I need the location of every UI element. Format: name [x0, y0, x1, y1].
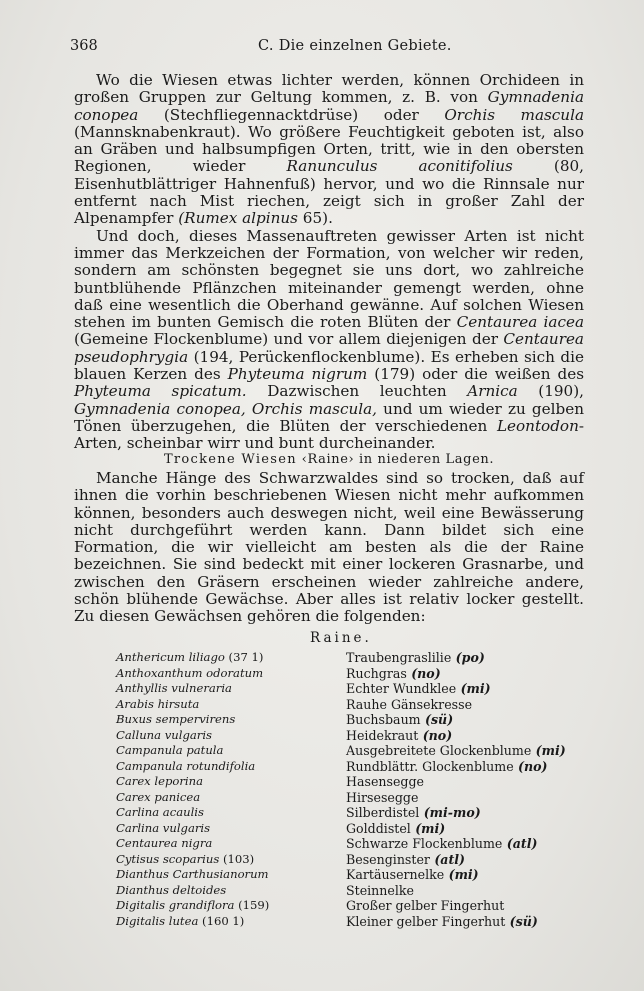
body-text-2 — [74, 470, 584, 626]
distribution-note: (no) — [513, 758, 548, 774]
german-name: Traubengraslilie — [346, 650, 452, 665]
subheading-trockene-wiesen — [74, 452, 584, 467]
text-run: (190), — [517, 382, 584, 401]
distribution-note: (mi) — [456, 681, 491, 696]
text-run: Und doch, dieses Massenauftreten gewisser Arten ist nicht immer das Merkzeichen der Formation, von welcher wir reden, sondern am schönsten begegnet sie uns dort, wo zahlreiche buntblühende Pflänzchen miteinander gemengt werden, ohne daß eine wesentlich die Oberhand gewänne. Auf solchen Wiesen stehen im bunten Gemisch die roten Blüten der — [74, 226, 584, 332]
german-name: Rundblättr. Glockenblume — [346, 758, 514, 774]
latin-name: Carlina vulgaris — [116, 820, 211, 835]
distribution-note: (no) — [406, 665, 441, 681]
species-name: Phyteuma spicatum. — [74, 382, 247, 401]
german-row — [346, 898, 596, 914]
latin-row — [116, 805, 336, 821]
german-name: Silberdistel — [346, 805, 420, 820]
german-row — [346, 836, 596, 852]
german-name: Buchsbaum — [346, 712, 421, 727]
latin-name: Cytisus scoparius — [116, 851, 220, 866]
latin-row — [116, 681, 336, 697]
text-run: Wo die Wiesen etwas lichter werden, können Orchideen in großen Gruppen zur Geltung kommen, z. B. von — [74, 71, 584, 107]
german-row — [346, 712, 596, 728]
figure-number: (160 1) — [198, 913, 245, 928]
running-head — [70, 38, 590, 58]
german-name: Kleiner gelber Fingerhut — [346, 913, 506, 929]
latin-row — [116, 650, 336, 666]
latin-name: Centaurea nigra — [116, 836, 213, 850]
latin-row — [116, 914, 336, 930]
latin-name: Campanula patula — [116, 743, 224, 757]
distribution-note: (mi-mo) — [419, 805, 481, 820]
text-run: (Stechfliegennacktdrüse) oder — [138, 105, 445, 124]
text-run: 65). — [297, 209, 333, 228]
latin-name: Buxus sempervirens — [116, 712, 236, 726]
german-row — [346, 774, 596, 790]
paragraph-3: Manche Hänge des Schwarzwaldes sind so trocken, daß auf ihnen die vorhin beschriebenen Wiesen nicht mehr aufkommen können, besonders auch deswegen nicht, weil eine Bewässerung nicht durchgeführt werden kann. Dann bildet sich eine Formation, die wir vielleicht am besten als die der Raine bezeichnen. Sie sind bedeckt mit einer lockeren Grasnarbe, und zwischen den Gräsern erscheinen wieder zahlreiche andere, schön blühende Gewächse. Aber alles ist relativ locker gestellt. Zu diesen Gewächsen gehören die folgenden: — [74, 469, 584, 626]
species-name: Gymnadenia conopea, Orchis mascula, — [74, 399, 377, 418]
distribution-note: (po) — [451, 650, 485, 665]
german-name: Hirsesegge — [346, 789, 419, 805]
german-name: Kartäusernelke — [346, 867, 445, 882]
latin-row — [116, 759, 336, 775]
latin-row — [116, 883, 336, 899]
german-name: Ruchgras — [346, 665, 407, 681]
distribution-note: (mi) — [410, 820, 446, 836]
species-name: (Rumex alpinus — [178, 209, 298, 228]
latin-name: Anthoxanthum odoratum — [116, 665, 264, 680]
latin-name: Digitalis grandiflora — [116, 898, 235, 912]
figure-number: (103) — [219, 851, 255, 866]
text-run: (Mannsknabenkraut). Wo größere Feuchtigkeit geboten ist, also an Gräben und halbsumpfigen Orten, tritt, wie in den obersten Regionen, wieder — [74, 122, 584, 176]
german-name: Ausgebreitete Glockenblume — [346, 743, 532, 758]
latin-name: Dianthus deltoides — [116, 882, 227, 897]
latin-name: Arabis hirsuta — [116, 696, 200, 711]
latin-name: Dianthus Carthusianorum — [116, 867, 269, 881]
paragraph-1 — [74, 72, 584, 228]
latin-row — [116, 821, 336, 837]
german-name: Schwarze Flockenblume — [346, 836, 503, 851]
distribution-note: (sü) — [505, 913, 538, 929]
latin-row — [116, 867, 336, 883]
text-run: und um wieder zu gelben Tönen überzugehen, die Blüten der verschiedenen — [74, 399, 584, 435]
german-row — [346, 759, 596, 775]
german-row — [346, 728, 596, 744]
german-name: Golddistel — [346, 820, 411, 836]
text-run: Dazwischen leuchten — [246, 382, 468, 401]
latin-row — [116, 697, 336, 713]
latin-names-column — [116, 650, 336, 929]
text-run: (194, Perückenflockenblume). Es erheben sich die blauen Kerzen des — [74, 347, 584, 384]
german-row — [346, 681, 596, 697]
species-name: Centaurea iacea — [456, 313, 584, 332]
paragraph-2 — [74, 228, 584, 453]
distribution-note: (no) — [418, 727, 453, 743]
latin-name: Carex panicea — [116, 789, 201, 804]
table-heading: Raine. — [310, 630, 372, 646]
latin-name: Carlina acaulis — [116, 805, 204, 819]
figure-number: (159) — [234, 898, 270, 912]
text-run: (80, Eisenhutblättriger Hahnenfuß) hervor, und wo die Rinnsale nur entfernt nach Mist riechen, zeigt sich in großer Zahl der Alpenampfer — [74, 157, 584, 228]
german-name: Besenginster — [346, 851, 430, 867]
distribution-note: (sü) — [420, 712, 454, 727]
latin-row — [116, 898, 336, 914]
subheading-rest: ‹Raine› in niederen Lagen. — [296, 452, 495, 467]
distribution-note: (mi) — [531, 743, 566, 758]
species-name: Ranunculus aconitifolius — [286, 157, 513, 176]
german-name: Großer gelber Fingerhut — [346, 898, 505, 913]
species-name: Orchis mascula — [444, 105, 584, 124]
german-name: Echter Wundklee — [346, 681, 457, 696]
latin-name: Carex leporina — [116, 774, 204, 788]
distribution-note: (mi) — [444, 867, 479, 882]
german-row — [346, 666, 596, 682]
text-run: (Gemeine Flockenblume) und vor allem diejenigen der — [74, 330, 504, 349]
latin-row — [116, 712, 336, 728]
species-name: Centaurea pseudophrygia — [74, 330, 584, 366]
latin-name: Anthericum liliago — [116, 650, 225, 664]
german-name: Heidekraut — [346, 727, 419, 743]
distribution-note: (atl) — [502, 836, 538, 851]
latin-row — [116, 852, 336, 868]
latin-row — [116, 836, 336, 852]
german-row — [346, 883, 596, 899]
text-run: (179) oder die weißen des — [367, 365, 584, 384]
species-name: Arnica — [467, 382, 518, 401]
german-row — [346, 805, 596, 821]
latin-name: Calluna vulgaris — [116, 727, 212, 742]
german-row — [346, 821, 596, 837]
latin-row — [116, 790, 336, 806]
german-name: Rauhe Gänsekresse — [346, 696, 473, 712]
latin-row — [116, 774, 336, 790]
german-names-column — [346, 650, 596, 929]
page-number: 368 — [70, 38, 98, 54]
german-name: Steinnelke — [346, 882, 414, 898]
german-row — [346, 697, 596, 713]
species-name: Leontodon — [496, 416, 579, 435]
german-row — [346, 743, 596, 759]
german-row — [346, 650, 596, 666]
figure-number: (37 1) — [224, 650, 264, 664]
latin-row — [116, 743, 336, 759]
latin-name: Campanula rotundifolia — [116, 758, 256, 773]
distribution-note: (atl) — [429, 851, 466, 867]
section-title: C. Die einzelnen Gebiete. — [258, 38, 452, 54]
german-row — [346, 852, 596, 868]
species-name: Phyteuma nigrum — [227, 365, 368, 384]
german-name: Hasensegge — [346, 774, 425, 789]
subheading-spaced: Trockene Wiesen — [163, 452, 297, 467]
text-run: -Arten, scheinbar wirr und bunt durcheinander. — [74, 416, 584, 453]
german-row — [346, 867, 596, 883]
species-name: Gymnadenia conopea — [74, 88, 584, 124]
german-row — [346, 790, 596, 806]
latin-name: Anthyllis vulneraria — [116, 681, 232, 695]
latin-row — [116, 666, 336, 682]
body-text — [74, 72, 584, 453]
latin-name: Digitalis lutea — [116, 913, 199, 928]
german-row — [346, 914, 596, 930]
latin-row — [116, 728, 336, 744]
